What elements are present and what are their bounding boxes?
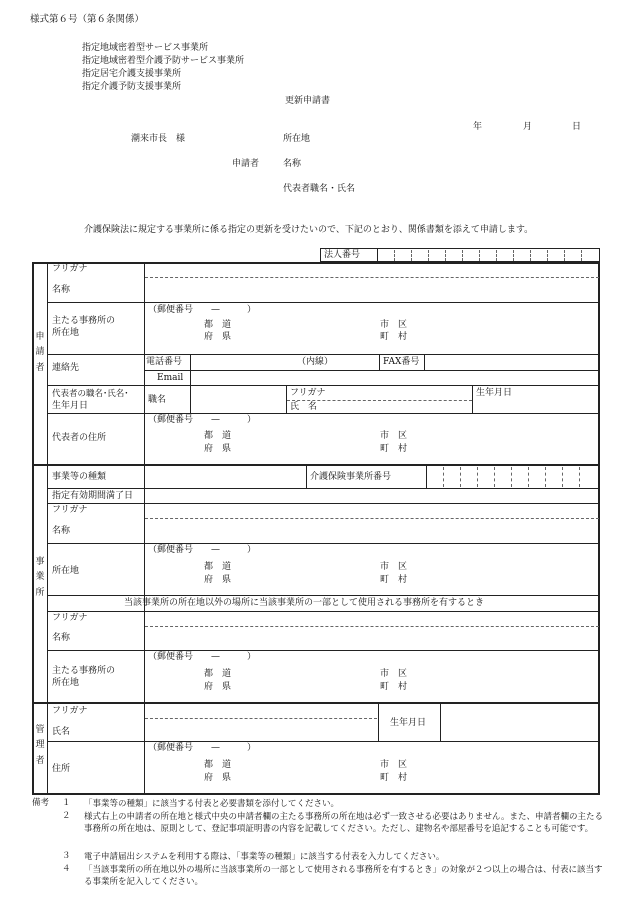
intro-text: 介護保険法に規定する事業所に係る指定の更新を受けたいので、下記のとおり、関係書類を添えて申請します。: [84, 225, 534, 235]
header-applicant-label: 申請者: [232, 159, 260, 169]
other-office-furigana-label: フリガナ: [52, 613, 88, 623]
applicant-postal-label: （郵便番号 — ）: [148, 305, 257, 315]
chouson-label: 町 村: [380, 682, 408, 692]
extension-label: （内線）: [297, 357, 334, 367]
representative-label-2: 生年月日: [52, 401, 89, 411]
manager-furigana-label: フリガナ: [52, 706, 88, 716]
business-type-4: 指定介護予防支援事業所: [82, 82, 182, 92]
todo-label: 都 道: [204, 760, 232, 770]
section-manager: 管理者: [35, 725, 45, 766]
manager-birthdate-label: 生年月日: [390, 718, 427, 728]
business-location-label: 所在地: [52, 566, 80, 576]
chouson-label: 町 村: [380, 332, 408, 342]
shiku-label: 市 区: [380, 431, 408, 441]
remark-number-1: １: [62, 798, 71, 808]
rep-birthdate-label: 生年月日: [476, 388, 513, 398]
remark-text-2: 様式右上の申請者の所在地と様式中央の申請者欄の主たる事務所の所在地は必ず一致させる必要はありません。また、申請者欄の主たる事務所の所在地は、原則として、登記事項証明書の内容を記載してください。ただし、建物名や部屋番号を追記することも可能です。: [84, 812, 604, 835]
remark-text-1: 「事業等の種類」に該当する付表と必要書類を添付してください。: [84, 799, 340, 809]
business-type-3: 指定居宅介護支援事業所: [82, 69, 182, 79]
phone-label: 電話番号: [146, 357, 183, 367]
business-type-label: 事業等の種類: [52, 472, 107, 482]
header-representative-label: 代表者職名・氏名: [283, 184, 356, 194]
remark-text-3: 電子申請届出システムを利用する際は、「事業等の種類」に該当する付表を入力してください。: [84, 852, 445, 862]
applicant-name-label: 名称: [52, 285, 71, 295]
form-number: 様式第６号（第６条関係）: [30, 14, 145, 25]
rep-fullname-label: 氏 名: [290, 402, 318, 412]
main-table: [32, 262, 600, 795]
corp-number-label: 法人番号: [324, 250, 361, 260]
fuken-label: 府 県: [204, 682, 232, 692]
manager-address-label: 住所: [52, 764, 71, 774]
other-office-postal-label: （郵便番号 — ）: [148, 652, 257, 662]
applicant-main-office-label-2: 所在地: [52, 328, 80, 338]
remark-number-4: ４: [62, 864, 71, 874]
applicant-main-office-label-1: 主たる事務所の: [52, 316, 116, 326]
insurance-number-label: 介護保険事業所番号: [310, 472, 392, 482]
todo-label: 都 道: [204, 562, 232, 572]
remarks-label: 備考: [32, 798, 50, 808]
rep-furigana-label: フリガナ: [290, 388, 326, 398]
header-address-label: 所在地: [283, 134, 311, 144]
chouson-label: 町 村: [380, 773, 408, 783]
other-office-name-label: 名称: [52, 633, 71, 643]
rep-address-label: 代表者の住所: [52, 433, 107, 443]
validity-end-label: 指定有効期間満了日: [52, 491, 134, 501]
fuken-label: 府 県: [204, 444, 232, 454]
date-day: 日: [572, 122, 582, 132]
date-month: 月: [523, 122, 533, 132]
remark-number-3: ３: [62, 851, 71, 861]
shiku-label: 市 区: [380, 562, 408, 572]
shiku-label: 市 区: [380, 320, 408, 330]
section-applicant: 申請者: [35, 332, 45, 373]
business-name-label: 名称: [52, 526, 71, 536]
business-type-2: 指定地域密着型介護予防サービス事業所: [82, 56, 245, 66]
todo-label: 都 道: [204, 431, 232, 441]
other-office-location-label-1: 主たる事務所の: [52, 666, 116, 676]
shiku-label: 市 区: [380, 669, 408, 679]
page-title: 更新申請書: [285, 96, 331, 106]
remark-number-2: ２: [62, 811, 71, 821]
representative-label-1: 代表者の職名･氏名･: [52, 389, 129, 399]
rep-postal-label: （郵便番号 — ）: [148, 415, 257, 425]
fuken-label: 府 県: [204, 332, 232, 342]
corp-number-box: [320, 248, 600, 262]
business-furigana-label: フリガナ: [52, 505, 88, 515]
section-business: 事業所: [35, 557, 45, 598]
manager-name-label: 氏名: [52, 727, 71, 737]
fuken-label: 府 県: [204, 575, 232, 585]
date-year: 年: [473, 122, 483, 132]
header-name-label: 名称: [283, 159, 302, 169]
contact-label: 連絡先: [52, 363, 80, 373]
todo-label: 都 道: [204, 320, 232, 330]
chouson-label: 町 村: [380, 575, 408, 585]
fax-label: FAX番号: [383, 357, 420, 367]
shiku-label: 市 区: [380, 760, 408, 770]
todo-label: 都 道: [204, 669, 232, 679]
addressee: 潮来市長 様: [131, 134, 186, 144]
business-type-1: 指定地域密着型サービス事業所: [82, 43, 209, 53]
chouson-label: 町 村: [380, 444, 408, 454]
manager-postal-label: （郵便番号 — ）: [148, 743, 257, 753]
business-postal-label: （郵便番号 — ）: [148, 545, 257, 555]
applicant-furigana-label: フリガナ: [52, 264, 88, 274]
position-label: 職名: [148, 395, 167, 405]
other-office-heading: 当該事業所の所在地以外の場所に当該事業所の一部として使用される事務所を有するとき: [124, 598, 485, 608]
remark-text-4: 「当該事業所の所在地以外の場所に当該事業所の一部として使用される事務所を有するとき」の対象が２つ以上の場合は、付表に該当する事業所を記入してください。: [84, 865, 603, 888]
email-label: Email: [157, 373, 184, 383]
fuken-label: 府 県: [204, 773, 232, 783]
other-office-location-label-2: 所在地: [52, 678, 80, 688]
